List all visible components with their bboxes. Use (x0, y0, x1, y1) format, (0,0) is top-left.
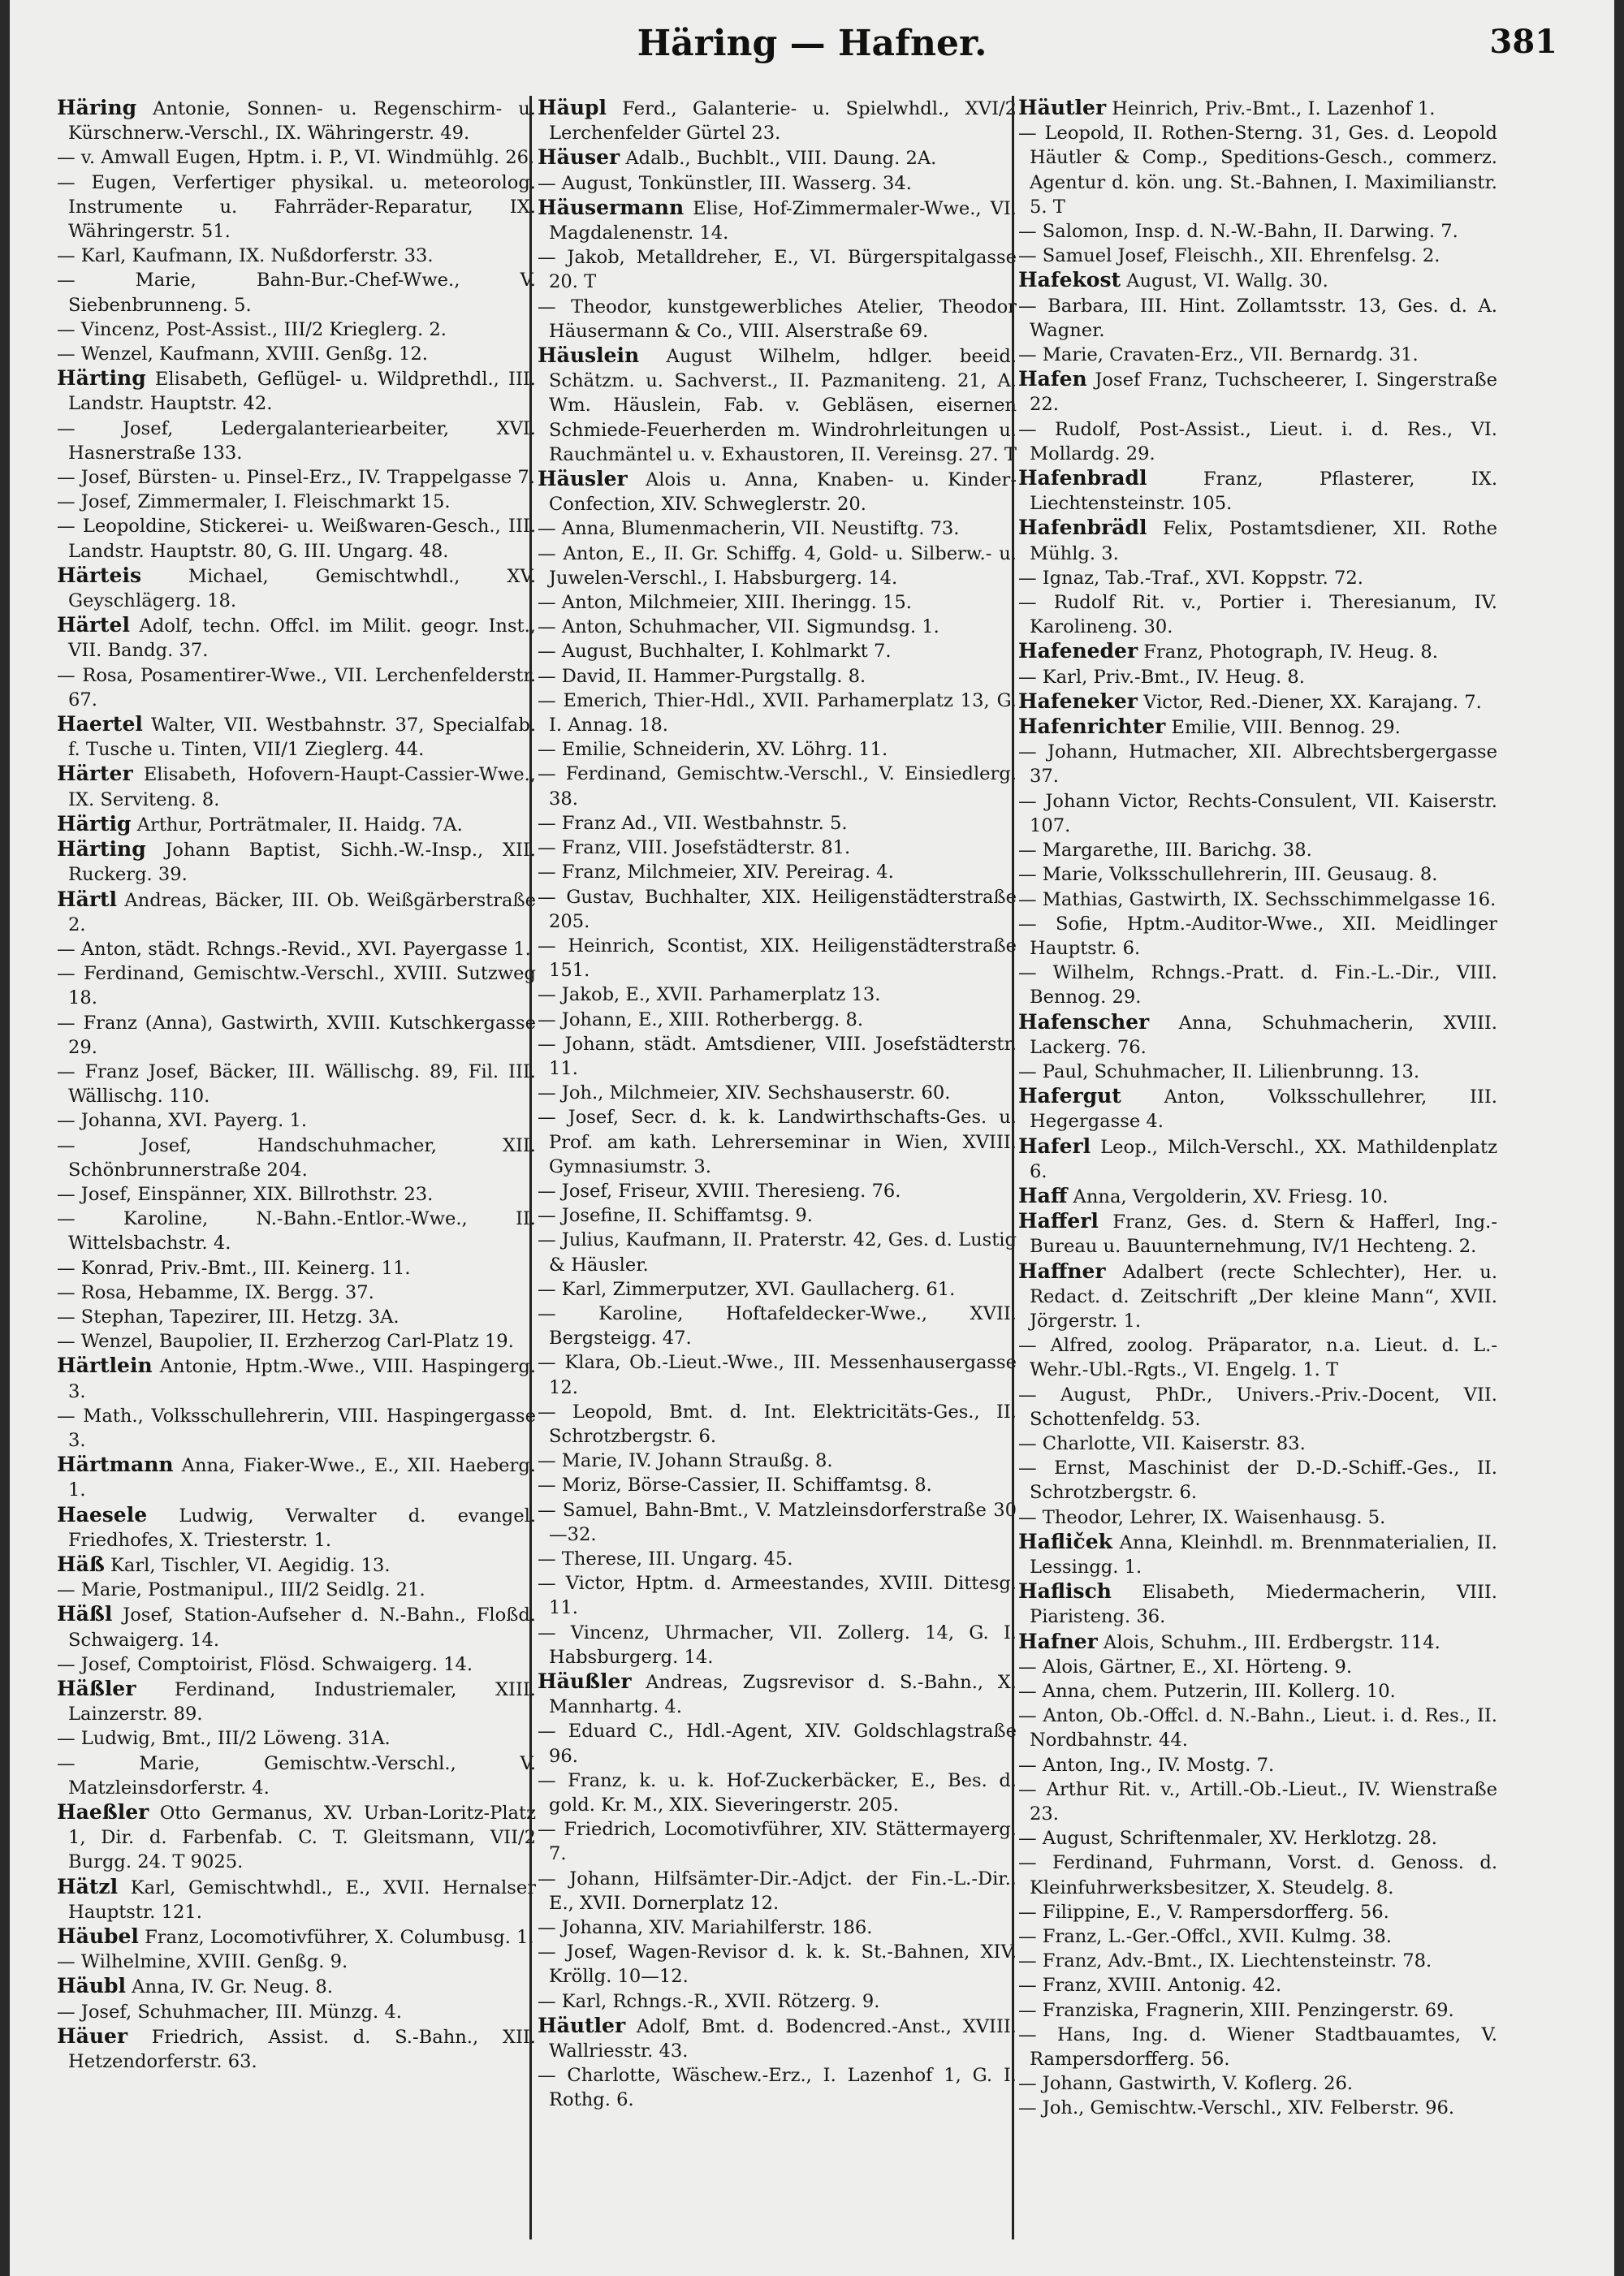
column-middle (538, 96, 1017, 2248)
directory-entry: Häuser Adalb., Buchblt., VIII. Daung. 2A. (538, 145, 937, 170)
directory-entry: — Arthur Rit. v., Artill.-Ob.-Lieut., IV. Wienstraße 23. (1018, 1778, 1497, 1825)
column-divider (1012, 96, 1014, 2239)
directory-entry: — Anton, E., II. Gr. Schiffg. 4, Gold- u. Silberw.- u. Juwelen-Verschl., I. Habsburgerg. 14. (538, 542, 1017, 589)
directory-entry: — Klara, Ob.-Lieut.-Wwe., III. Messenhausergasse 12. (538, 1352, 1017, 1398)
column-right (1018, 96, 1497, 2248)
directory-entry: Härtlein Antonie, Hptm.-Wwe., VIII. Haspingerg. 3. (57, 1354, 536, 1402)
directory-entry: — Ferdinand, Gemischtw.-Verschl., V. Einsiedlerg. 38. (538, 763, 1017, 810)
directory-entry: Härtel Adolf, techn. Offcl. im Milit. geogr. Inst., VII. Bandg. 37. (57, 613, 536, 662)
directory-entry: — Barbara, III. Hint. Zollamtsstr. 13, Ges. d. A. Wagner. (1018, 295, 1497, 341)
directory-entry: — Franz Josef, Bäcker, III. Wällischg. 89, Fil. III. Wällischg. 110. (57, 1060, 536, 1108)
directory-entry: — Alois, Gärtner, E., XI. Hörteng. 9. (1018, 1656, 1353, 1678)
directory-entry: Härtig Arthur, Porträtmaler, II. Haidg. 7A. (57, 811, 463, 836)
directory-entry: — August, Tonkünstler, III. Wasserg. 34. (538, 172, 912, 194)
directory-entry: — Johann, Gastwirth, V. Koflerg. 26. (1018, 2073, 1354, 2095)
directory-entry: — Filippine, E., V. Rampersdorfferg. 56. (1018, 1901, 1389, 1923)
directory-entry: — Gustav, Buchhalter, XIX. Heiligenstädterstraße 205. (538, 886, 1017, 932)
directory-entry: Härtmann Anna, Fiaker-Wwe., E., XII. Haeberg. 1. (57, 1453, 536, 1501)
directory-entry: — Joh., Gemischtw.-Verschl., XIV. Felberstr. 96. (1018, 2097, 1454, 2119)
directory-entry: — Josef, Einspänner, XIX. Billrothstr. 23. (57, 1183, 434, 1205)
directory-entry: — Ignaz, Tab.-Traf., XVI. Koppstr. 72. (1018, 567, 1363, 589)
directory-entry: — Johanna, XIV. Mariahilferstr. 186. (538, 1917, 873, 1939)
directory-entry: — Karl, Kaufmann, IX. Nußdorferstr. 33. (57, 245, 434, 267)
directory-entry: Hafenbradl Franz, Pflasterer, IX. Liechtensteinstr. 105. (1018, 466, 1497, 515)
page-title: Häring — Hafner. (637, 23, 987, 64)
directory-entry: — Alfred, zoolog. Präparator, n.a. Lieut. d. L.-Wehr.-Ubl.-Rgts., VI. Engelg. 1. T (1018, 1335, 1497, 1381)
directory-entry: — Vincenz, Uhrmacher, VII. Zollerg. 14, G. I. Habsburgerg. 14. (538, 1622, 1017, 1668)
directory-entry: — Victor, Hptm. d. Armeestandes, XVIII. Dittesg. 11. (538, 1573, 1017, 1619)
column-divider (529, 96, 532, 2239)
directory-entry: — Anton, Milchmeier, XIII. Iheringg. 15. (538, 592, 912, 614)
directory-entry: — Johann, Hilfsämter-Dir.-Adjct. der Fin.-L.-Dir., E., XVII. Dornerplatz 12. (538, 1868, 1017, 1914)
directory-entry: — Anna, Blumenmacherin, VII. Neustiftg. 73. (538, 518, 960, 540)
column-left (57, 96, 536, 2248)
directory-entry: — Josef, Ledergalanteriearbeiter, XVI. Hasnerstraße 133. (57, 417, 536, 464)
directory-entry: — Wilhelmine, XVIII. Genßg. 9. (57, 1951, 348, 1973)
directory-entry: — Josef, Friseur, XVIII. Theresieng. 76. (538, 1180, 901, 1202)
directory-entry: — Josef, Secr. d. k. k. Landwirthschafts-Ges. u. Prof. am kath. Lehrerseminar in Wien, XVIII. Gymnasiumstr. 3. (538, 1107, 1017, 1177)
directory-entry: — Konrad, Priv.-Bmt., III. Keinerg. 11. (57, 1257, 411, 1279)
directory-entry: Häßl Josef, Station-Aufseher d. N.-Bahn., Floßd. Schwaigerg. 14. (57, 1602, 536, 1651)
directory-entry: — Wenzel, Kaufmann, XVIII. Genßg. 12. (57, 343, 428, 365)
directory-entry: — Karl, Rchngs.-R., XVII. Rötzerg. 9. (538, 1990, 880, 2012)
directory-entry: Haertel Walter, VII. Westbahnstr. 37, Specialfab. f. Tusche u. Tinten, VII/1 Zieglerg. 44. (57, 712, 536, 761)
page (10, 0, 1614, 2276)
directory-entry: — Johann Victor, Rechts-Consulent, VII. Kaiserstr. 107. (1018, 790, 1497, 836)
directory-entry: Haffner Adalbert (recte Schlechter), Her. u. Redact. d. Zeitschrift „Der kleine Mann“, XVII. Jörgerstr. 1. (1018, 1259, 1497, 1332)
directory-entry: — Marie, IV. Johann Straußg. 8. (538, 1450, 833, 1472)
directory-entry: Häupl Ferd., Galanterie- u. Spielwhdl., XVI/2 Lerchenfelder Gürtel 23. (538, 96, 1017, 145)
directory-entry: — Heinrich, Scontist, XIX. Heiligenstädterstraße 151. (538, 935, 1017, 982)
directory-entry: Härting Johann Baptist, Sichh.-W.-Insp., XII. Ruckerg. 39. (57, 837, 536, 886)
directory-entry: — Salomon, Insp. d. N.-W.-Bahn, II. Darwing. 7. (1018, 221, 1458, 243)
directory-entry: — Josef, Zimmermaler, I. Fleischmarkt 15. (57, 491, 451, 513)
directory-entry: Hafliček Anna, Kleinhdl. m. Brennmaterialien, II. Lessingg. 1. (1018, 1529, 1497, 1578)
directory-entry: — Franz, k. u. k. Hof-Zuckerbäcker, E., Bes. d. gold. Kr. M., XIX. Sieveringerstr. 205. (538, 1769, 1017, 1816)
directory-entry: Härter Elisabeth, Hofovern-Haupt-Cassier-Wwe., IX. Serviteng. 8. (57, 762, 536, 810)
directory-entry: — Anna, chem. Putzerin, III. Kollerg. 10. (1018, 1681, 1396, 1702)
directory-entry: — Johann, Hutmacher, XII. Albrechtsbergergasse 37. (1018, 741, 1497, 788)
directory-entry: Hafner Alois, Schuhm., III. Erdbergstr. 114. (1018, 1629, 1440, 1653)
directory-entry: — Julius, Kaufmann, II. Praterstr. 42, Ges. d. Lustig & Häusler. (538, 1229, 1017, 1276)
directory-entry: Häß Karl, Tischler, VI. Aegidig. 13. (57, 1552, 391, 1576)
directory-entry: — v. Amwall Eugen, Hptm. i. P., VI. Windmühlg. 26. (57, 147, 535, 169)
directory-entry: — Josef, Handschuhmacher, XII. Schönbrunnerstraße 204. (57, 1134, 536, 1181)
directory-entry: — Anton, städt. Rchngs.-Revid., XVI. Payergasse 1. (57, 938, 531, 960)
directory-entry: — Math., Volksschullehrerin, VIII. Haspingergasse 3. (57, 1405, 536, 1451)
directory-entry: — Anton, Schuhmacher, VII. Sigmundsg. 1. (538, 616, 939, 638)
directory-entry: — Marie, Bahn-Bur.-Chef-Wwe., V. Siebenbrunneng. 5. (57, 270, 536, 316)
directory-entry: — Theodor, kunstgewerbliches Atelier, Theodor Häusermann & Co., VIII. Alserstraße 69. (538, 296, 1017, 342)
directory-entry: Haferl Leop., Milch-Verschl., XX. Mathildenplatz 6. (1018, 1134, 1497, 1182)
directory-entry: — Franz, L.-Ger.-Offcl., XVII. Kulmg. 38. (1018, 1926, 1392, 1948)
directory-entry: — Jakob, Metalldreher, E., VI. Bürgerspitalgasse 20. T (538, 247, 1017, 293)
directory-entry: — Vincenz, Post-Assist., III/2 Krieglerg. 2. (57, 318, 447, 340)
directory-entry: — Wenzel, Baupolier, II. Erzherzog Carl-Platz 19. (57, 1331, 514, 1353)
directory-entry: — Franz, Milchmeier, XIV. Pereirag. 4. (538, 862, 894, 883)
page-number: 381 (1489, 23, 1557, 61)
directory-entry: — David, II. Hammer-Purgstallg. 8. (538, 665, 866, 687)
directory-entry: Härteis Michael, Gemischtwhdl., XV. Geyschlägerg. 18. (57, 563, 536, 612)
directory-entry: Haeßler Otto Germanus, XV. Urban-Loritz-Platz 1, Dir. d. Farbenfab. C. T. Gleitsmann, VII/2 Burgg. 24. T 9025. (57, 1800, 536, 1873)
directory-entry: — Anton, Ing., IV. Mostg. 7. (1018, 1754, 1275, 1776)
directory-entry: Häusler Alois u. Anna, Knaben- u. Kinder-Confection, XIV. Schweglerstr. 20. (538, 467, 1017, 516)
directory-entry: Hafekost August, VI. Wallg. 30. (1018, 268, 1328, 292)
directory-entry: — Hans, Ing. d. Wiener Stadtbauamtes, V. Rampersdorfferg. 56. (1018, 2023, 1497, 2071)
directory-entry: — Joh., Milchmeier, XIV. Sechshauserstr. 60. (538, 1082, 951, 1104)
directory-entry: Hafen Josef Franz, Tuchscheerer, I. Singerstraße 22. (1018, 367, 1497, 416)
directory-entry: Hafenbrädl Felix, Postamtsdiener, XII. Rothe Mühlg. 3. (1018, 516, 1497, 564)
directory-entry: Häutler Heinrich, Priv.-Bmt., I. Lazenhof 1. (1018, 96, 1436, 119)
directory-entry: — Johann, städt. Amtsdiener, VIII. Josefstädterstr. 11. (538, 1033, 1017, 1079)
directory-entry: — Franziska, Fragnerin, XIII. Penzingerstr. 69. (1018, 1999, 1454, 2021)
directory-entry: — Wilhelm, Rchngs.-Pratt. d. Fin.-L.-Dir., VIII. Bennog. 29. (1018, 962, 1497, 1008)
directory-entry: — Josef, Comptoirist, Flösd. Schwaigerg. 14. (57, 1653, 473, 1675)
directory-entry: — Marie, Gemischtw.-Verschl., V. Matzleinsdorferstr. 4. (57, 1752, 536, 1799)
directory-entry: — Josefine, II. Schiffamtsg. 9. (538, 1205, 813, 1227)
directory-entry: Häßler Ferdinand, Industriemaler, XIII. Lainzerstr. 89. (57, 1677, 536, 1725)
directory-entry: — Johanna, XVI. Payerg. 1. (57, 1110, 308, 1132)
directory-entry: — Franz (Anna), Gastwirth, XVIII. Kutschkergasse 29. (57, 1012, 536, 1058)
directory-entry: Haflisch Elisabeth, Miedermacherin, VIII. Piaristeng. 36. (1018, 1579, 1497, 1628)
directory-entry: — Leopold, Bmt. d. Int. Elektricitäts-Ges., II. Schrotzbergstr. 6. (538, 1401, 1017, 1447)
directory-entry: Häring Antonie, Sonnen- u. Regenschirm- u. Kürschnerw.-Verschl., IX. Währingerstr. 49. (57, 96, 536, 145)
directory-entry: — Theodor, Lehrer, IX. Waisenhausg. 5. (1018, 1506, 1386, 1528)
page-header (10, 23, 1614, 71)
directory-entry: — Rudolf Rit. v., Portier i. Theresianum, IV. Karolineng. 30. (1018, 592, 1497, 638)
directory-entry: Härting Elisabeth, Geflügel- u. Wildprethdl., III. Landstr. Hauptstr. 42. (57, 366, 536, 415)
directory-entry: — Samuel Josef, Fleischh., XII. Ehrenfelsg. 2. (1018, 245, 1440, 267)
directory-entry: — Jakob, E., XVII. Parhamerplatz 13. (538, 984, 881, 1006)
directory-entry: — Karl, Priv.-Bmt., IV. Heug. 8. (1018, 666, 1305, 688)
directory-entry: Haff Anna, Vergolderin, XV. Friesg. 10. (1018, 1183, 1389, 1207)
directory-entry: — Sofie, Hptm.-Auditor-Wwe., XII. Meidlinger Hauptstr. 6. (1018, 913, 1497, 959)
directory-entry: — Anton, Ob.-Offcl. d. N.-Bahn., Lieut. i. d. Res., II. Nordbahnstr. 44. (1018, 1705, 1497, 1751)
directory-entry: Hafeneder Franz, Photograph, IV. Heug. 8. (1018, 639, 1438, 663)
directory-entry: — Franz Ad., VII. Westbahnstr. 5. (538, 812, 848, 834)
directory-entry: Häuslein August Wilhelm, hdlger. beeid. Schätzm. u. Sachverst., II. Pazmaniteng. 21, A. Wm. Häuslein, Fab. v. Gebläsen, eisernen Schmiede-Feuerherden m. Windrohrleitungen u. Rauchmäntel u. v. Exhaustoren, II. Vereinsg. 27. T (538, 343, 1017, 465)
directory-entry: — August, PhDr., Univers.-Priv.-Docent, VII. Schottenfeldg. 53. (1018, 1384, 1497, 1430)
directory-entry: — Franz, Adv.-Bmt., IX. Liechtensteinstr. 78. (1018, 1950, 1432, 1972)
directory-entry: — Rosa, Hebamme, IX. Bergg. 37. (57, 1281, 374, 1303)
directory-entry: — Josef, Schuhmacher, III. Münzg. 4. (57, 2001, 402, 2023)
directory-entry: Häubl Anna, IV. Gr. Neug. 8. (57, 1974, 333, 1998)
directory-entry: — Franz, XVIII. Antonig. 42. (1018, 1975, 1282, 1997)
directory-entry: — Emilie, Schneiderin, XV. Löhrg. 11. (538, 739, 888, 761)
directory-entry: — Moriz, Börse-Cassier, II. Schiffamtsg. 8. (538, 1475, 932, 1496)
directory-entry: — Rudolf, Post-Assist., Lieut. i. d. Res., VI. Mollardg. 29. (1018, 418, 1497, 464)
directory-entry: Hafeneker Victor, Red.-Diener, XX. Karajang. 7. (1018, 689, 1482, 713)
directory-entry: — Eduard C., Hdl.-Agent, XIV. Goldschlagstraße 96. (538, 1721, 1017, 1767)
directory-entry: — Ferdinand, Gemischtw.-Verschl., XVIII. Sutzweg 18. (57, 963, 536, 1009)
directory-entry: — Ludwig, Bmt., III/2 Löweng. 31A. (57, 1728, 391, 1750)
directory-entry: — Margarethe, III. Barichg. 38. (1018, 840, 1312, 862)
directory-entry: — August, Schriftenmaler, XV. Herklotzg. 28. (1018, 1828, 1437, 1850)
directory-entry: — Mathias, Gastwirth, IX. Sechsschimmelgasse 16. (1018, 888, 1497, 910)
directory-entry: — Josef, Bürsten- u. Pinsel-Erz., IV. Trappelgasse 7. (57, 467, 535, 489)
directory-entry: — Franz, VIII. Josefstädterstr. 81. (538, 837, 851, 859)
directory-entry: Häußler Andreas, Zugsrevisor d. S.-Bahn., X. Mannhartg. 4. (538, 1669, 1017, 1718)
directory-entry: Häutler Adolf, Bmt. d. Bodencred.-Anst., XVIII. Wallriesstr. 43. (538, 2013, 1017, 2062)
directory-entry: Häusermann Elise, Hof-Zimmermaler-Wwe., VI. Magdalenenstr. 14. (538, 195, 1017, 244)
directory-entry: — Emerich, Thier-Hdl., XVII. Parhamerplatz 13, G. I. Annag. 18. (538, 689, 1017, 736)
directory-entry: — Rosa, Posamentirer-Wwe., VII. Lerchenfelderstr. 67. (57, 664, 536, 710)
directory-entry: Häuer Friedrich, Assist. d. S.-Bahn., XII. Hetzendorferstr. 63. (57, 2023, 536, 2073)
directory-entry: — Karl, Zimmerputzer, XVI. Gaullacherg. 61. (538, 1278, 956, 1300)
directory-entry: — Leopold, II. Rothen-Sterng. 31, Ges. d. Leopold Häutler & Comp., Speditions-Gesch., commerz. Agentur d. kön. ung. St.-Bahnen, I. Maximilianstr. 5. T (1018, 123, 1497, 218)
directory-entry: — Stephan, Tapezirer, III. Hetzg. 3A. (57, 1306, 400, 1328)
directory-entry: Haesele Ludwig, Verwalter d. evangel. Friedhofes, X. Triesterstr. 1. (57, 1502, 536, 1551)
directory-entry: — Leopoldine, Stickerei- u. Weißwaren-Gesch., III. Landstr. Hauptstr. 80, G. III. Ungarg. 48. (57, 516, 536, 562)
directory-entry: Hafenscher Anna, Schuhmacherin, XVIII. Lackerg. 76. (1018, 1009, 1497, 1058)
directory-entry: — Eugen, Verfertiger physikal. u. meteorolog. Instrumente u. Fahrräder-Reparatur, IX. Währingerstr. 51. (57, 171, 536, 243)
directory-entry: Hätzl Karl, Gemischtwhdl., E., XVII. Hernalser Hauptstr. 121. (57, 1874, 536, 1923)
directory-entry: Hafferl Franz, Ges. d. Stern & Hafferl, Ing.-Bureau u. Bauunternehmung, IV/1 Hechteng. 2. (1018, 1209, 1497, 1258)
directory-entry: — August, Buchhalter, I. Kohlmarkt 7. (538, 641, 892, 663)
directory-entry: — Karoline, Hoftafeldecker-Wwe., XVII. Bergsteigg. 47. (538, 1302, 1017, 1350)
directory-entry: — Samuel, Bahn-Bmt., V. Matzleinsdorferstraße 30—32. (538, 1499, 1017, 1545)
directory-entry: — Marie, Volksschullehrerin, III. Geusaug. 8. (1018, 864, 1438, 886)
directory-entry: — Paul, Schuhmacher, II. Lilienbrunng. 13. (1018, 1060, 1420, 1082)
directory-entry: — Marie, Cravaten-Erz., VII. Bernardg. 31. (1018, 344, 1419, 366)
directory-entry: — Ernst, Maschinist der D.-D.-Schiff.-Ges., II. Schrotzbergstr. 6. (1018, 1458, 1497, 1504)
directory-entry: Hafenrichter Emilie, VIII. Bennog. 29. (1018, 715, 1401, 739)
directory-entry: — Karoline, N.-Bahn.-Entlor.-Wwe., II. Wittelsbachstr. 4. (57, 1208, 536, 1255)
directory-entry: — Johann, E., XIII. Rotherbergg. 8. (538, 1008, 864, 1030)
directory-entry: Häubel Franz, Locomotivführer, X. Columbusg. 1. (57, 1924, 534, 1949)
directory-entry: — Josef, Wagen-Revisor d. k. k. St.-Bahnen, XIV. Kröllg. 10—12. (538, 1941, 1017, 1988)
directory-entry: — Charlotte, VII. Kaiserstr. 83. (1018, 1432, 1306, 1454)
directory-entry: — Marie, Postmanipul., III/2 Seidlg. 21. (57, 1579, 425, 1601)
directory-entry: Hafergut Anton, Volksschullehrer, III. Hegergasse 4. (1018, 1084, 1497, 1133)
directory-entry: — Ferdinand, Fuhrmann, Vorst. d. Genoss. d. Kleinfuhrwerksbesitzer, X. Steudelg. 8. (1018, 1852, 1497, 1898)
directory-entry: — Friedrich, Locomotivführer, XIV. Stättermayerg. 7. (538, 1819, 1017, 1865)
directory-entry: Härtl Andreas, Bäcker, III. Ob. Weißgärberstraße 2. (57, 887, 536, 935)
directory-entry: — Charlotte, Wäschew.-Erz., I. Lazenhof 1, G. I. Rothg. 6. (538, 2065, 1017, 2111)
directory-entry: — Therese, III. Ungarg. 45. (538, 1548, 793, 1570)
